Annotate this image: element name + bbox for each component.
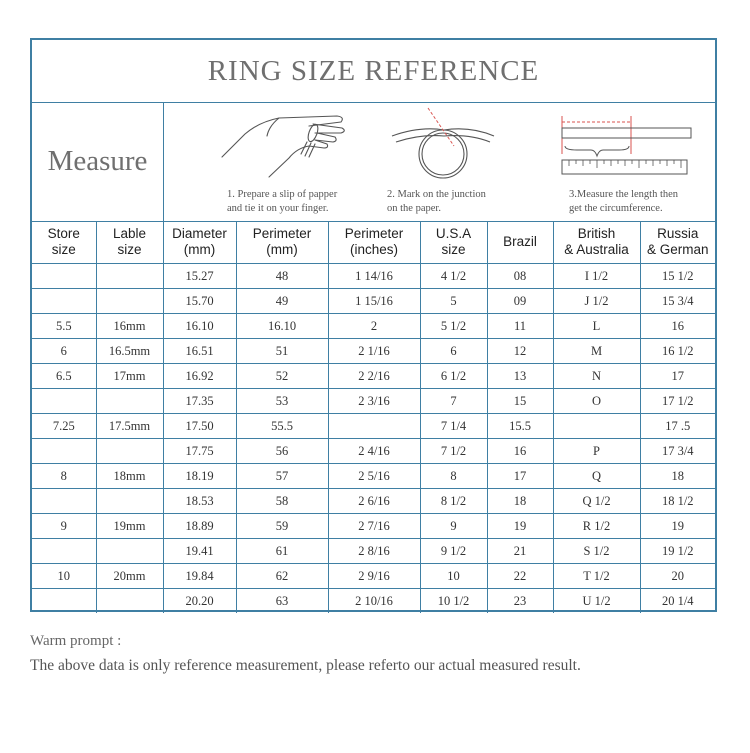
table-row — [32, 539, 715, 564]
table-row — [32, 489, 715, 514]
table-row — [32, 514, 715, 539]
table-cell: 2 9/16 — [328, 564, 420, 589]
table-cell: R 1/2 — [553, 514, 640, 539]
table-cell — [96, 289, 163, 314]
step-3-caption: 3.Measure the length then get the circumference. — [569, 189, 679, 214]
warm-prompt-label: Warm prompt : — [30, 633, 122, 649]
column-header: British & Australia — [553, 221, 640, 264]
measure-step-3 — [557, 102, 717, 221]
table-row — [32, 339, 715, 364]
table-cell: 17mm — [96, 364, 163, 389]
table-cell: 16.10 — [236, 314, 328, 339]
table-cell: 23 — [487, 589, 553, 614]
table-cell: 13 — [487, 364, 553, 389]
table-cell — [32, 439, 96, 464]
table-cell: 16mm — [96, 314, 163, 339]
table-cell: 17 — [487, 464, 553, 489]
table-cell: 4 1/2 — [420, 264, 487, 289]
table-cell: 2 — [328, 314, 420, 339]
table-cell: 8 1/2 — [420, 489, 487, 514]
table-cell — [32, 289, 96, 314]
table-cell — [96, 589, 163, 614]
table-cell: 55.5 — [236, 414, 328, 439]
table-cell: T 1/2 — [553, 564, 640, 589]
ring-junction-icon — [382, 102, 512, 182]
table-cell: 15.70 — [163, 289, 236, 314]
table-cell: 19mm — [96, 514, 163, 539]
table-cell: 9 1/2 — [420, 539, 487, 564]
table-cell: 19 1/2 — [640, 539, 715, 564]
table-cell — [32, 264, 96, 289]
table-cell: 19 — [487, 514, 553, 539]
table-cell: 15 3/4 — [640, 289, 715, 314]
table-cell: 61 — [236, 539, 328, 564]
table-row — [32, 364, 715, 389]
measure-label-cell — [32, 102, 164, 221]
table-cell: 17 — [640, 364, 715, 389]
table-cell: J 1/2 — [553, 289, 640, 314]
hand-icon — [217, 102, 392, 182]
table-cell: 21 — [487, 539, 553, 564]
column-header: Diameter (mm) — [163, 221, 236, 264]
table-cell: 2 4/16 — [328, 439, 420, 464]
table-cell: 19.41 — [163, 539, 236, 564]
table-cell: 2 8/16 — [328, 539, 420, 564]
table-row — [32, 589, 715, 614]
table-cell: 16.5mm — [96, 339, 163, 364]
table-cell — [553, 414, 640, 439]
table-cell: 16.92 — [163, 364, 236, 389]
ruler-icon — [557, 102, 697, 182]
table-cell: 15 — [487, 389, 553, 414]
table-cell: 20 — [640, 564, 715, 589]
table-cell: 5 1/2 — [420, 314, 487, 339]
table-cell: 48 — [236, 264, 328, 289]
table-cell: 17.5mm — [96, 414, 163, 439]
table-cell: 1 14/16 — [328, 264, 420, 289]
table-cell: 2 10/16 — [328, 589, 420, 614]
table-cell: 5.5 — [32, 314, 96, 339]
table-cell — [32, 489, 96, 514]
table-cell: 2 5/16 — [328, 464, 420, 489]
table-cell: O — [553, 389, 640, 414]
table-cell: 10 1/2 — [420, 589, 487, 614]
table-body — [32, 264, 715, 614]
column-header: U.S.A size — [420, 221, 487, 264]
table-cell: 2 3/16 — [328, 389, 420, 414]
table-cell: 16.10 — [163, 314, 236, 339]
table-cell: Q 1/2 — [553, 489, 640, 514]
table-cell: 49 — [236, 289, 328, 314]
table-cell: 17 1/2 — [640, 389, 715, 414]
table-cell: 56 — [236, 439, 328, 464]
step-2-caption: 2. Mark on the junction on the paper. — [387, 189, 486, 214]
table-cell: 10 — [420, 564, 487, 589]
column-header: Lable size — [96, 221, 163, 264]
table-row — [32, 289, 715, 314]
table-cell: 09 — [487, 289, 553, 314]
table-cell: 9 — [420, 514, 487, 539]
table-cell: 7 1/2 — [420, 439, 487, 464]
table-cell: 20 1/4 — [640, 589, 715, 614]
table-cell: 20.20 — [163, 589, 236, 614]
table-cell: 16 1/2 — [640, 339, 715, 364]
column-header: Perimeter (inches) — [328, 221, 420, 264]
table-cell: 18.89 — [163, 514, 236, 539]
table-cell: S 1/2 — [553, 539, 640, 564]
table-cell: 22 — [487, 564, 553, 589]
column-header: Store size — [32, 221, 96, 264]
table-row — [32, 464, 715, 489]
table-cell: P — [553, 439, 640, 464]
table-cell: 2 1/16 — [328, 339, 420, 364]
table-cell: 9 — [32, 514, 96, 539]
table-row — [32, 389, 715, 414]
size-table — [32, 221, 715, 613]
table-cell: 58 — [236, 489, 328, 514]
table-cell: 18mm — [96, 464, 163, 489]
table-cell: 17.50 — [163, 414, 236, 439]
disclaimer-note: The above data is only reference measurement, please referto our actual measured result. — [30, 657, 581, 674]
table-cell: 20mm — [96, 564, 163, 589]
table-cell: 6 — [32, 339, 96, 364]
table-cell — [96, 264, 163, 289]
step-1-caption: 1. Prepare a slip of papper and tie it on your finger. — [227, 189, 338, 214]
table-cell: 11 — [487, 314, 553, 339]
table-cell: 17 .5 — [640, 414, 715, 439]
column-header: Brazil — [487, 221, 553, 264]
table-cell: 15 1/2 — [640, 264, 715, 289]
table-header — [32, 221, 715, 264]
measure-label: Measure — [47, 145, 148, 177]
table-cell: U 1/2 — [553, 589, 640, 614]
table-cell: 8 — [420, 464, 487, 489]
table-cell: 12 — [487, 339, 553, 364]
table-cell: 08 — [487, 264, 553, 289]
column-header: Perimeter (mm) — [236, 221, 328, 264]
table-row — [32, 314, 715, 339]
title-row — [32, 40, 715, 103]
table-cell: 2 6/16 — [328, 489, 420, 514]
table-cell: 1 15/16 — [328, 289, 420, 314]
table-cell: 16 — [487, 439, 553, 464]
table-cell: 16.51 — [163, 339, 236, 364]
table-cell: 7 1/4 — [420, 414, 487, 439]
table-cell: 17.75 — [163, 439, 236, 464]
table-cell: 6.5 — [32, 364, 96, 389]
table-cell: 18 — [487, 489, 553, 514]
table-cell — [32, 589, 96, 614]
table-cell: 51 — [236, 339, 328, 364]
table-cell — [96, 439, 163, 464]
table-cell: 18 1/2 — [640, 489, 715, 514]
table-cell: 18.53 — [163, 489, 236, 514]
table-cell — [32, 539, 96, 564]
table-cell: 15.5 — [487, 414, 553, 439]
table-cell: L — [553, 314, 640, 339]
measure-step-2 — [382, 102, 542, 221]
table-cell: 2 7/16 — [328, 514, 420, 539]
table-cell: 59 — [236, 514, 328, 539]
table-row — [32, 414, 715, 439]
table-cell: 19 — [640, 514, 715, 539]
ring-size-chart — [30, 38, 717, 612]
table-cell — [96, 539, 163, 564]
table-cell: 16 — [640, 314, 715, 339]
table-cell: 2 2/16 — [328, 364, 420, 389]
table-row — [32, 439, 715, 464]
table-cell: 17.35 — [163, 389, 236, 414]
table-cell — [96, 389, 163, 414]
table-cell: 6 — [420, 339, 487, 364]
table-cell: 17 3/4 — [640, 439, 715, 464]
table-cell: 6 1/2 — [420, 364, 487, 389]
table-cell — [32, 389, 96, 414]
table-cell: 8 — [32, 464, 96, 489]
table-cell: 7 — [420, 389, 487, 414]
table-cell: M — [553, 339, 640, 364]
table-cell: N — [553, 364, 640, 389]
table-cell: 19.84 — [163, 564, 236, 589]
table-cell: 52 — [236, 364, 328, 389]
table-cell — [328, 414, 420, 439]
table-row — [32, 264, 715, 289]
measure-row — [32, 102, 715, 222]
table-cell: 7.25 — [32, 414, 96, 439]
table-cell: 53 — [236, 389, 328, 414]
table-cell — [96, 489, 163, 514]
table-cell: 18 — [640, 464, 715, 489]
column-header: Russia & German — [640, 221, 715, 264]
table-cell: 62 — [236, 564, 328, 589]
table-cell: 10 — [32, 564, 96, 589]
measure-step-1 — [217, 102, 392, 221]
chart-title: RING SIZE REFERENCE — [207, 54, 540, 87]
table-cell: Q — [553, 464, 640, 489]
table-row — [32, 564, 715, 589]
table-cell: 18.19 — [163, 464, 236, 489]
table-cell: 57 — [236, 464, 328, 489]
table-cell: 5 — [420, 289, 487, 314]
table-cell: I 1/2 — [553, 264, 640, 289]
table-cell: 15.27 — [163, 264, 236, 289]
table-cell: 63 — [236, 589, 328, 614]
